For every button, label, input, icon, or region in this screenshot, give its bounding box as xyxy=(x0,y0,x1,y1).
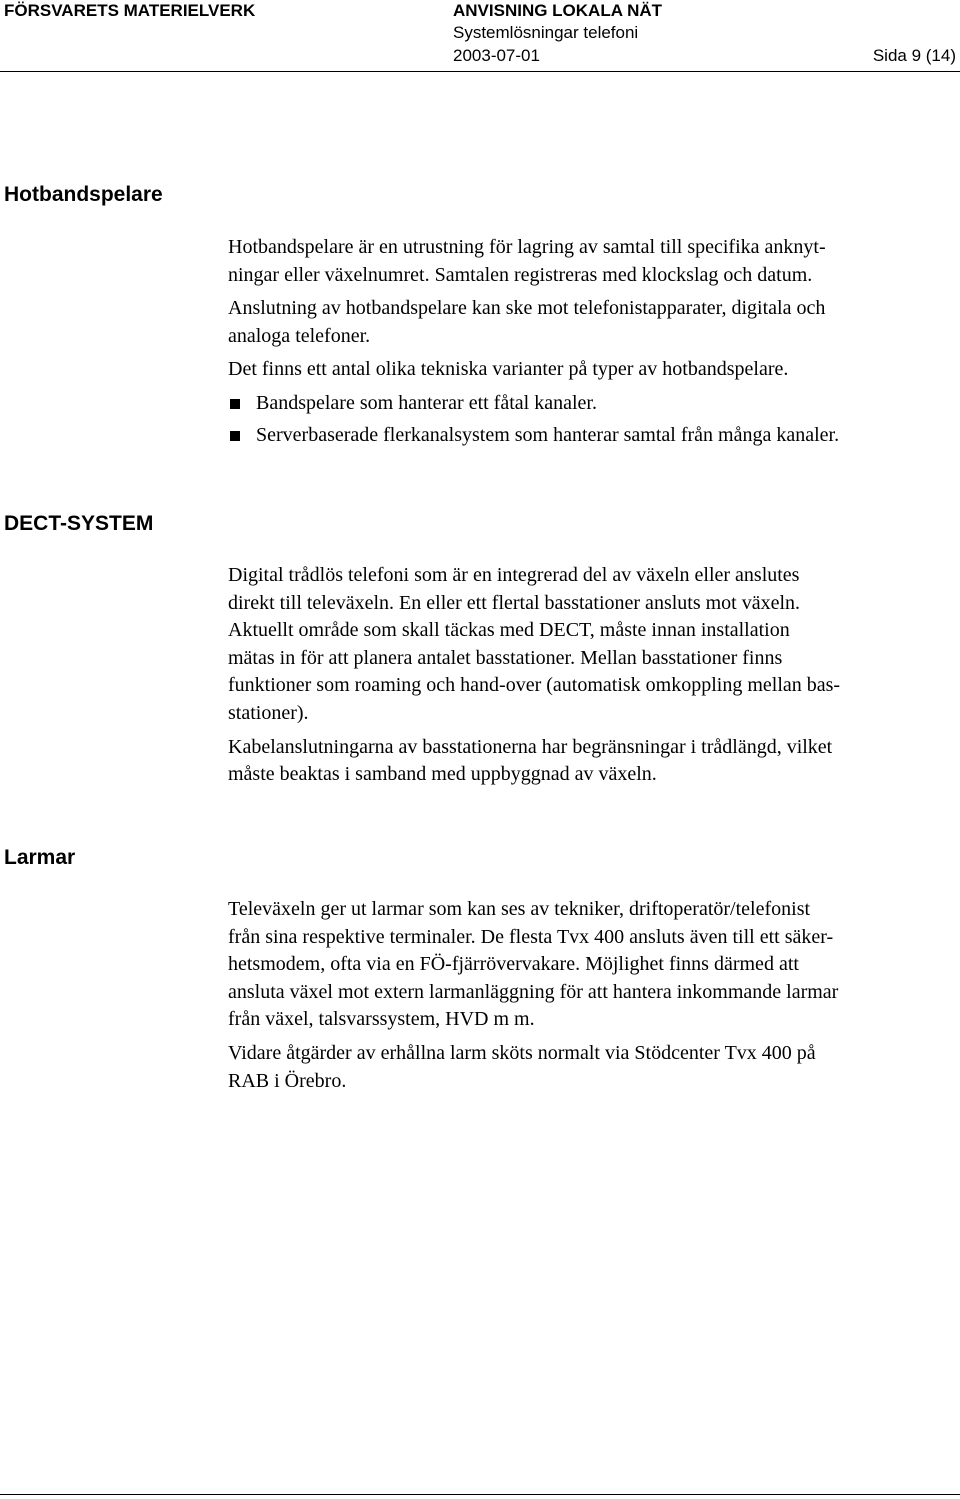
paragraph xyxy=(228,562,958,728)
text-line: ansluta växel mot extern larmanläggning för att hantera inkommande larmar xyxy=(228,980,839,1003)
text-line: Kabelanslutningarna av basstationerna har begränsningar i trådlängd, vilket xyxy=(228,735,833,758)
text-line: från växel, talsvarssystem, HVD m m. xyxy=(228,1008,535,1031)
paragraph xyxy=(228,1040,958,1095)
section-title-hotbandspelare: Hotbandspelare xyxy=(4,183,163,206)
header-page-number: Sida 9 (14) xyxy=(872,46,956,65)
text-line: hetsmodem, ofta via en FÖ-fjärrövervakare. Möjlighet finns därmed att xyxy=(228,953,799,976)
text-line: mätas in för att planera antalet basstationer. Mellan basstationer finns xyxy=(228,646,783,669)
text-line: Hotbandspelare är en utrustning för lagring av samtal till specifika anknyt- xyxy=(228,236,826,258)
text-line: RAB i Örebro. xyxy=(228,1069,347,1092)
list-item xyxy=(228,420,958,452)
section-title-dect-system: DECT-SYSTEM xyxy=(4,512,154,535)
section-body-larmar xyxy=(228,896,958,1101)
square-bullet-icon xyxy=(230,431,240,441)
paragraph xyxy=(228,295,958,350)
header-organization: FÖRSVARETS MATERIELVERK xyxy=(4,1,256,20)
bullet-list xyxy=(228,388,958,452)
paragraph xyxy=(228,734,958,789)
text-line: ningar eller växelnumret. Samtalen registreras med klockslag och datum. xyxy=(228,263,813,286)
text-line: funktioner som roaming och hand-over (automatisk omkoppling mellan bas- xyxy=(228,674,841,697)
section-body-hotbandspelare xyxy=(228,234,958,452)
header-document-title: ANVISNING LOKALA NÄT xyxy=(453,1,663,20)
text-line: Televäxeln ger ut larmar som kan ses av tekniker, driftoperatör/telefonist xyxy=(228,898,811,920)
paragraph xyxy=(228,234,958,289)
text-line: Det finns ett antal olika tekniska varianter på typer av hotbandspelare. xyxy=(228,358,789,381)
header-document-subtitle: Systemlösningar telefoni xyxy=(453,23,639,42)
text-line: Digital trådlös telefoni som är en integrerad del av växeln eller anslutes xyxy=(228,564,800,586)
list-item xyxy=(228,388,958,420)
header-date: 2003-07-01 xyxy=(453,46,540,65)
paragraph xyxy=(228,356,958,384)
text-line: analoga telefoner. xyxy=(228,324,371,347)
text-line: från sina respektive terminaler. De flesta Tvx 400 ansluts även till ett säker- xyxy=(228,925,834,948)
paragraph xyxy=(228,896,958,1034)
text-line: Anslutning av hotbandspelare kan ske mot telefonistapparater, digitala och xyxy=(228,297,826,320)
list-item-text: Serverbaserade flerkanalsystem som hanterar samtal från många kanaler. xyxy=(256,424,840,447)
header-divider xyxy=(0,71,960,72)
text-line: direkt till televäxeln. En eller ett flertal basstationer ansluts mot växeln. xyxy=(228,591,801,614)
section-title-larmar: Larmar xyxy=(4,846,76,869)
list-item-text: Bandspelare som hanterar ett fåtal kanaler. xyxy=(256,392,597,415)
footer-divider xyxy=(0,1494,960,1495)
text-line: Vidare åtgärder av erhållna larm sköts normalt via Stödcenter Tvx 400 på xyxy=(228,1041,816,1064)
text-line: måste beaktas i samband med uppbyggnad av växeln. xyxy=(228,763,657,786)
text-line: stationer). xyxy=(228,701,309,724)
section-body-dect-system xyxy=(228,562,958,795)
text-line: Aktuellt område som skall täckas med DECT, måste innan installation xyxy=(228,619,790,642)
square-bullet-icon xyxy=(230,399,240,409)
